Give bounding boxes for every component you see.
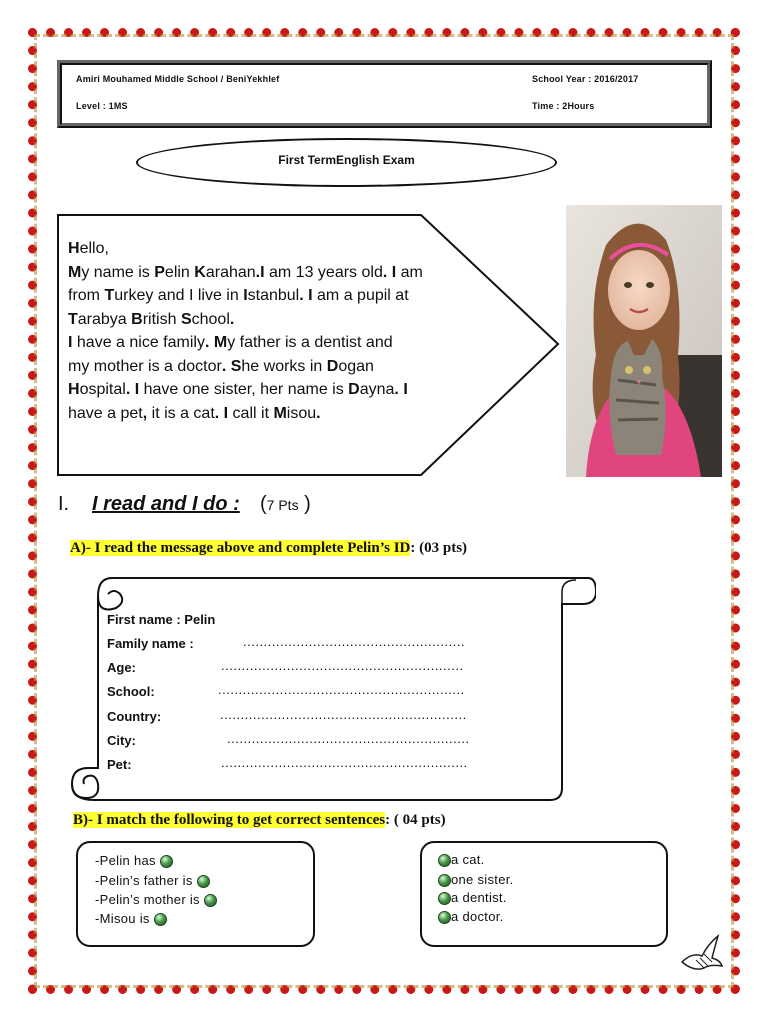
exam-header	[57, 60, 712, 128]
match-right-text: a dentist.	[451, 890, 507, 905]
match-left-text: -Pelin has	[95, 853, 156, 868]
section-title: I read and I do :	[92, 493, 240, 515]
match-left-item	[95, 911, 167, 926]
age-blank[interactable]: ...........................................................	[221, 658, 464, 673]
exam-time: Time : 2Hours	[532, 101, 595, 111]
message-line: have a pet, it is a cat. I call it Misou.	[68, 404, 321, 422]
section-numeral: I.	[58, 493, 70, 515]
family-name-blank[interactable]: ......................................................	[243, 634, 466, 649]
school-blank[interactable]: ............................................................	[218, 682, 465, 697]
exam-title-ellipse	[136, 138, 557, 187]
pet-blank[interactable]: ............................................................	[221, 755, 468, 770]
message-line: Tarabya British School.	[68, 310, 235, 328]
match-left-text: -Pelin’s father is	[95, 873, 193, 888]
bird-doodle-icon	[678, 930, 724, 974]
section-points	[260, 493, 311, 516]
match-dot[interactable]	[438, 892, 451, 905]
city-label: City:	[107, 733, 136, 748]
school-label: School:	[107, 684, 155, 699]
message-line: I have a nice family. My father is a dentist and	[68, 334, 393, 351]
part-a-points: : (03 pts)	[410, 540, 468, 556]
match-right-item	[438, 890, 507, 905]
match-right-text: one sister.	[451, 872, 514, 887]
match-dot[interactable]	[438, 854, 451, 867]
country-label: Country:	[107, 709, 162, 724]
part-a-text: )- I read the message above and complete Pelin’s ID	[80, 540, 411, 556]
pet-label: Pet:	[107, 757, 132, 772]
girl-with-cat-photo	[566, 205, 722, 477]
points-open: (	[260, 493, 267, 515]
message-line: Hospital. I have one sister, her name is Dayna. I	[68, 381, 408, 398]
match-right-item	[438, 872, 514, 887]
message-line: My name is Pelin Karahan.I am 13 years old. I am	[68, 263, 423, 281]
match-dot[interactable]	[154, 913, 167, 926]
part-b-points: : ( 04 pts)	[385, 812, 446, 828]
school-name: Amiri Mouhamed Middle School / BeniYekhlef	[76, 74, 280, 84]
first-name-label: First name : Pelin	[107, 612, 216, 627]
match-right-text: a cat.	[451, 852, 485, 867]
part-a-instruction	[70, 540, 467, 557]
match-left-text: -Misou is	[95, 911, 150, 926]
age-label: Age:	[107, 660, 136, 675]
part-b-label: B	[73, 812, 84, 828]
match-dot[interactable]	[197, 875, 210, 888]
match-right-text: a doctor.	[451, 909, 504, 924]
pelin-message	[68, 237, 488, 425]
match-dot[interactable]	[204, 894, 217, 907]
part-a-label: A	[70, 540, 81, 556]
match-dot[interactable]	[438, 911, 451, 924]
family-name-label: Family name :	[107, 636, 194, 651]
match-right-box	[420, 841, 668, 947]
match-left-item	[95, 892, 217, 907]
match-dot[interactable]	[438, 874, 451, 887]
match-right-item	[438, 909, 504, 924]
part-b-text: )- I match the following to get correct sentences	[83, 812, 386, 828]
match-left-item	[95, 873, 210, 888]
match-left-text: -Pelin’s mother is	[95, 892, 200, 907]
part-b-instruction	[73, 812, 446, 829]
city-blank[interactable]: ...........................................................	[227, 731, 470, 746]
match-right-item	[438, 852, 485, 867]
section-1-heading	[58, 493, 311, 516]
country-blank[interactable]: ............................................................	[220, 707, 467, 722]
level: Level : 1MS	[76, 101, 128, 111]
school-year: School Year : 2016/2017	[532, 74, 639, 84]
match-left-item	[95, 853, 173, 868]
match-left-box	[76, 841, 315, 947]
message-line: Hello,	[68, 240, 109, 257]
message-line: from Turkey and I live in Istanbul. I am a pupil at	[68, 287, 409, 304]
message-line: my mother is a doctor. She works in Dogan	[68, 357, 374, 375]
exam-title: First TermEnglish Exam	[278, 153, 415, 167]
match-dot[interactable]	[160, 855, 173, 868]
points-value: 7 Pts	[266, 497, 299, 513]
points-close: )	[298, 493, 311, 515]
